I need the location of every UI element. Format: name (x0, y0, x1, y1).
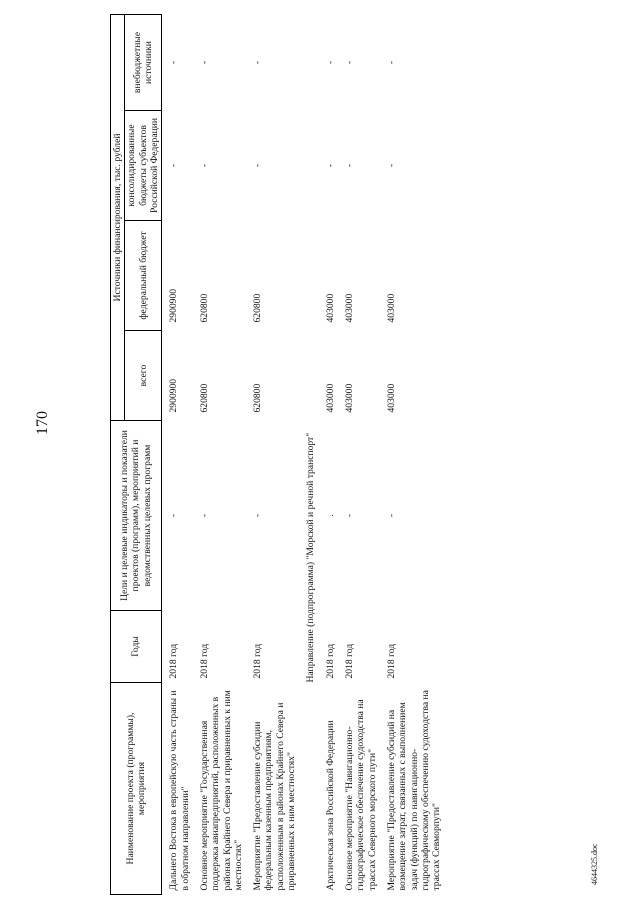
cell-regional: - (252, 163, 264, 168)
cell-goal: - (344, 513, 355, 518)
cell-name: Мероприятие "Предоставление субсидии федеральным казенным предприятиям, расположенным в районах Крайнего Севера и приравненных к ним местностях" (252, 702, 298, 891)
cell-regional: - (385, 163, 397, 168)
funding-table (110, 14, 447, 895)
cell-total: 2900900 (168, 378, 180, 413)
cell-total: 403000 (385, 383, 397, 413)
cell-name: Арктическая зона Российской Федерации (324, 720, 336, 891)
cell-total: 620800 (198, 383, 210, 413)
rotated-table-container (110, 15, 610, 895)
table-row (248, 14, 301, 894)
cell-name: Основное мероприятие "Навигационно-гидрографическое обеспечение судоходства на трассах Северного морского пути" (344, 699, 378, 891)
cell-goal: - (198, 513, 210, 518)
cell-year: 2018 год (344, 643, 355, 679)
cell-federal: 403000 (344, 293, 355, 323)
header-total: всего (125, 331, 162, 421)
table-row (382, 14, 447, 894)
cell-goal: - (252, 513, 264, 518)
cell-extra: - (324, 60, 336, 65)
page-number: 170 (34, 411, 51, 435)
cell-federal: 620800 (252, 293, 264, 323)
cell-regional: - (324, 163, 336, 168)
header-name: Наименование проекта (программы), мероприятия (111, 683, 162, 895)
direction-heading: Направление (подпрограмма) "Морской и речной транспорт" (305, 432, 317, 683)
cell-name: Основное мероприятие "Государственная поддержка авиапредприятий, расположенных в районах Крайнего Севера и приравненных к ним местностях" (198, 690, 244, 891)
cell-year: 2018 год (168, 643, 180, 679)
table-row (195, 14, 248, 894)
header-extra: внебюджетные источники (125, 14, 162, 110)
cell-extra: - (344, 60, 355, 65)
cell-federal: 403000 (324, 293, 336, 323)
cell-extra: - (385, 60, 397, 65)
header-years: Годы (111, 611, 162, 683)
cell-name: Мероприятие "Предоставление субсидий на возмещение затрат, связанных с выполнением задач (функций) по навигационно-гидрографическому обеспечению судоходства на трассах Севморпути" (385, 690, 443, 891)
cell-federal: 620800 (198, 293, 210, 323)
table-header (111, 14, 162, 894)
cell-federal: 2900900 (168, 288, 180, 323)
cell-regional: - (344, 163, 355, 168)
document-code: 4644325.doc (590, 843, 599, 885)
table-row (340, 14, 382, 894)
cell-name: Дальнего Востока в европейскую часть страны и в обратном направлении" (168, 690, 191, 891)
header-federal: федеральный бюджет (125, 221, 162, 331)
table-row (321, 14, 340, 894)
cell-regional: - (168, 163, 180, 168)
cell-goal: . (324, 514, 336, 517)
cell-regional: - (198, 163, 210, 168)
direction-row (301, 14, 320, 894)
cell-year: 2018 год (324, 643, 336, 679)
header-regional: консолидированные бюджеты субъектов Российской Федерации (125, 111, 162, 221)
cell-extra: - (168, 60, 180, 65)
cell-goal: - (385, 513, 397, 518)
cell-goal: - (168, 513, 180, 518)
cell-total: 403000 (344, 383, 355, 413)
header-goals: Цели и целевые индикаторы и показатели проектов (программ), мероприятий и ведомственных целевых программ (111, 421, 162, 611)
header-funding-group: Источники финансирования, тыс. рублей (111, 14, 125, 420)
cell-extra: - (252, 60, 264, 65)
cell-total: 620800 (252, 383, 264, 413)
table-row (162, 14, 195, 894)
cell-total: 403000 (324, 383, 336, 413)
cell-year: 2018 год (385, 643, 397, 679)
cell-year: 2018 год (252, 643, 264, 679)
cell-federal: 403000 (385, 293, 397, 323)
cell-year: 2018 год (198, 643, 210, 679)
cell-extra: - (198, 60, 210, 65)
